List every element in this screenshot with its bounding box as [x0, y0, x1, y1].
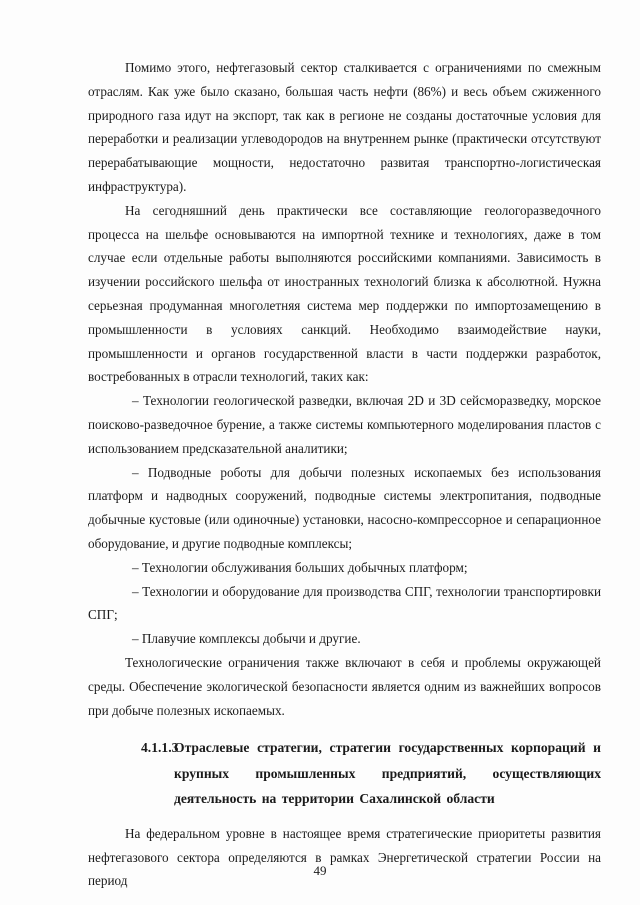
- section-heading: [88, 735, 601, 812]
- paragraph: На сегодняшний день практически все составляющие геологоразведочного процесса на шельфе основываются на импортной технике и технологиях, даже в том случае если отдельные работы выполняются российскими компаниями. Зависимость в изучении российского шельфа от иностранных технологий близка к абсолютной. Нужна серьезная продуманная многолетняя система мер поддержки по импортозамещению в промышленности в условиях санкций. Необходимо взаимодействие науки, промышленности и органов государственной власти в части поддержки разработок, востребованных в отрасли технологий, таких как:: [88, 202, 601, 385]
- list-item: – Подводные роботы для добычи полезных ископаемых без использования платформ и надводных сооружений, подводные системы электропитания, подводные добычные кустовые (или одиночные) установки, насосно-компрессорное и сепарационное оборудование, и другие подводные комплексы;: [88, 464, 601, 551]
- paragraphs-top: [88, 56, 601, 722]
- section-number: 4.1.1.3: [141, 740, 179, 756]
- section-title: Отраслевые стратегии, стратегии государственных корпораций и крупных промышленных предприятий, осуществляющих деятельность на территории Сахалинской области: [174, 740, 601, 807]
- list-item: – Технологии обслуживания больших добычных платформ;: [132, 559, 468, 575]
- list-item: – Технологии и оборудование для производства СПГ, технологии транспортировки СПГ;: [88, 583, 601, 623]
- paragraphs-bottom: [88, 822, 601, 893]
- paragraph: Помимо этого, нефтегазовый сектор сталкивается с ограничениями по смежным отраслям. Как уже было сказано, большая часть нефти (86%) и весь объем сжиженного природного газа идут на экспорт, так как в регионе не созданы достаточные условия для переработки и реализации углеводородов на внутреннем рынке (практически отсутствуют перерабатывающие мощности, недостаточно развитая транспортно-логистическая инфраструктура).: [88, 60, 601, 194]
- page-number: 49: [313, 863, 327, 878]
- paragraph: Технологические ограничения также включают в себя и проблемы окружающей среды. Обеспечение экологической безопасности является одним из важнейших вопросов при добыче полезных ископаемых.: [88, 654, 601, 718]
- paragraph: На федеральном уровне в настоящее время стратегические приоритеты развития нефтегазового сектора определяются в рамках Энергетической стратегии России на период: [88, 825, 601, 889]
- list-item: – Технологии геологической разведки, включая 2D и 3D сейсморазведку, морское поисково-разведочное бурение, а также системы компьютерного моделирования пластов с использованием предсказательной аналитики;: [88, 393, 601, 456]
- body-text: [88, 56, 601, 893]
- list-item: – Плавучие комплексы добычи и другие.: [132, 631, 361, 647]
